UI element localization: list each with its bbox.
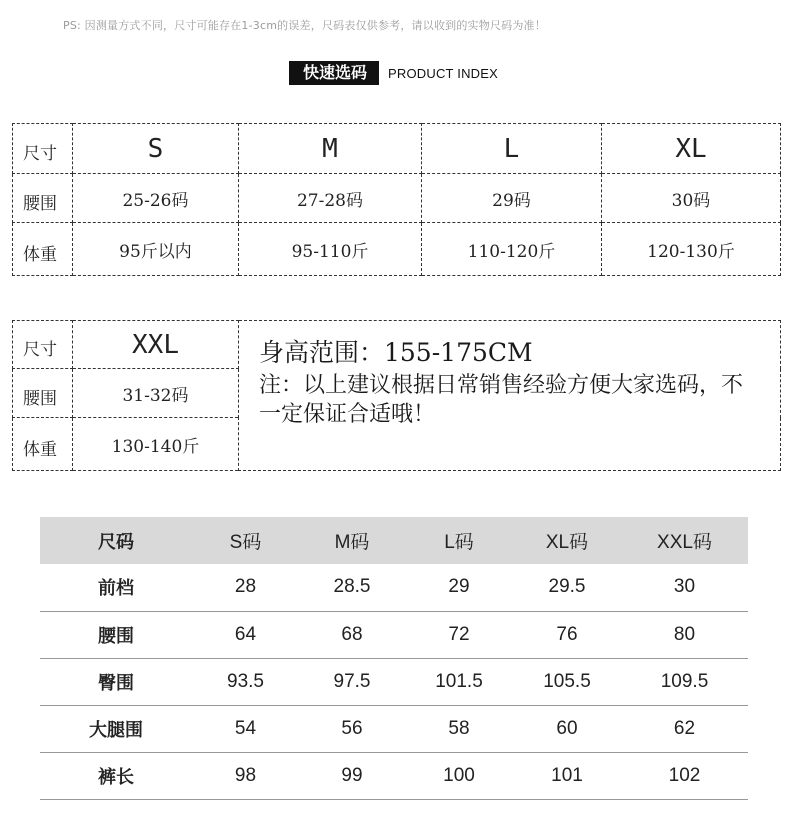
weight-row <box>13 223 781 276</box>
row-label: 腰围 <box>40 611 192 658</box>
table-cell: 30 <box>621 564 748 611</box>
column-header: L码 <box>405 517 513 564</box>
table-cell: 101.5 <box>405 658 513 705</box>
column-header: XXL码 <box>621 517 748 564</box>
waist-cell: 27-28码 <box>239 174 422 223</box>
column-header: M码 <box>299 517 405 564</box>
waist-label: 腰围 <box>13 369 73 418</box>
quick-size-table-xxl <box>12 320 781 471</box>
weight-label: 体重 <box>13 418 73 471</box>
table-cell: 56 <box>299 705 405 752</box>
measurement-note: PS: 因测量方式不同，尺寸可能存在1-3cm的误差，尺码表仅供参考，请以收到的实物尺码为准！ <box>63 19 546 32</box>
table-cell: 100 <box>405 752 513 799</box>
table-row <box>40 611 748 658</box>
table-cell: 28 <box>192 564 299 611</box>
waist-cell: 31-32码 <box>73 369 239 418</box>
waist-cell: 29码 <box>422 174 602 223</box>
table-cell: 105.5 <box>513 658 621 705</box>
size-label: 尺寸 <box>13 124 73 174</box>
table-cell: 101 <box>513 752 621 799</box>
table-cell: 97.5 <box>299 658 405 705</box>
size-label: 尺寸 <box>13 321 73 369</box>
waist-cell: 25-26码 <box>73 174 239 223</box>
table-cell: 54 <box>192 705 299 752</box>
title-en: PRODUCT INDEX <box>388 65 498 81</box>
section-title <box>289 61 498 85</box>
weight-cell: 130-140斤 <box>73 418 239 471</box>
waist-cell: 30码 <box>602 174 781 223</box>
weight-label: 体重 <box>13 223 73 276</box>
waist-label: 腰围 <box>13 174 73 223</box>
row-label: 大腿围 <box>40 705 192 752</box>
weight-cell: 95斤以内 <box>73 223 239 276</box>
quick-size-table <box>12 123 781 276</box>
table-cell: 99 <box>299 752 405 799</box>
row-label: 前档 <box>40 564 192 611</box>
table-row <box>40 658 748 705</box>
table-cell: 60 <box>513 705 621 752</box>
table-cell: 64 <box>192 611 299 658</box>
table-row <box>40 705 748 752</box>
size-cell: M <box>239 124 422 174</box>
row-label: 臀围 <box>40 658 192 705</box>
column-header: 尺码 <box>40 517 192 564</box>
height-range: 身高范围：155-175CM <box>259 338 533 367</box>
table-cell: 76 <box>513 611 621 658</box>
size-cell: L <box>422 124 602 174</box>
fit-note: 注：以上建议根据日常销售经验方便大家选码，不一定保证合适哦！ <box>259 373 744 427</box>
table-row <box>40 752 748 799</box>
table-cell: 93.5 <box>192 658 299 705</box>
table-cell: 72 <box>405 611 513 658</box>
table-cell: 28.5 <box>299 564 405 611</box>
table-cell: 62 <box>621 705 748 752</box>
weight-cell: 95-110斤 <box>239 223 422 276</box>
size-row <box>13 124 781 174</box>
size-cell: XL <box>602 124 781 174</box>
column-header: S码 <box>192 517 299 564</box>
title-cn: 快速选码 <box>289 61 379 85</box>
header-row <box>40 517 748 564</box>
size-chart-table <box>40 517 748 800</box>
size-cell: S <box>73 124 239 174</box>
table-cell: 80 <box>621 611 748 658</box>
fit-info <box>239 321 781 471</box>
table-row <box>40 564 748 611</box>
waist-row <box>13 174 781 223</box>
table-cell: 29.5 <box>513 564 621 611</box>
size-row <box>13 321 781 369</box>
column-header: XL码 <box>513 517 621 564</box>
table-cell: 29 <box>405 564 513 611</box>
weight-cell: 120-130斤 <box>602 223 781 276</box>
table-cell: 102 <box>621 752 748 799</box>
table-cell: 98 <box>192 752 299 799</box>
table-cell: 58 <box>405 705 513 752</box>
table-cell: 68 <box>299 611 405 658</box>
weight-cell: 110-120斤 <box>422 223 602 276</box>
table-cell: 109.5 <box>621 658 748 705</box>
row-label: 裤长 <box>40 752 192 799</box>
size-cell: XXL <box>73 321 239 369</box>
